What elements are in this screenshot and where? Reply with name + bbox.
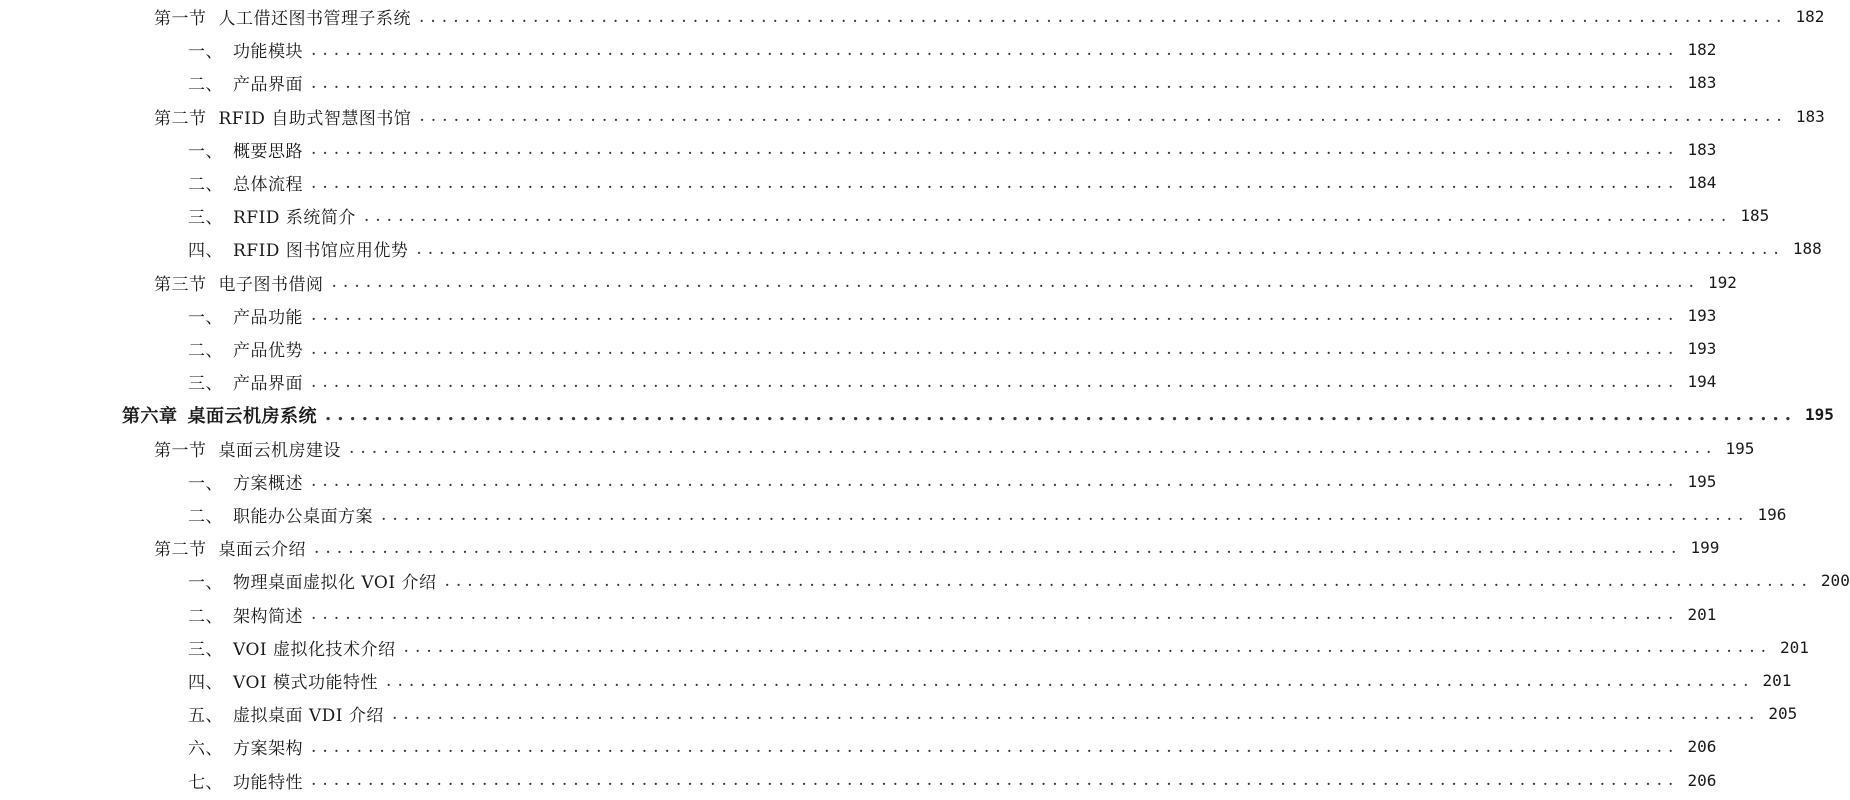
toc-label (188, 768, 303, 793)
toc-section-row[interactable] (0, 531, 1720, 564)
dot-leader: ........................................................................................................................ (363, 205, 1733, 226)
dot-leader: ........................................................................................................................ (311, 604, 1680, 625)
toc-label (154, 535, 306, 560)
toc-page-number: 195 (1725, 438, 1755, 458)
toc-number: 二、 (188, 341, 223, 361)
toc-number: 二、 (188, 175, 223, 195)
toc-page-number: 201 (1687, 604, 1717, 624)
toc-label (188, 336, 303, 361)
toc-number: 四、 (188, 241, 223, 262)
toc-title: 职能办公桌面方案 (233, 507, 373, 527)
toc-item-row[interactable] (0, 365, 1717, 398)
toc-number: 七、 (188, 772, 223, 793)
toc-section-row[interactable] (0, 0, 1825, 33)
toc-title: 桌面云机房系统 (187, 405, 317, 427)
dot-leader: ........................................................................................................................ (419, 106, 1788, 127)
toc-title: RFID 图书馆应用优势 (233, 241, 409, 262)
toc-page-number: 182 (1795, 7, 1825, 26)
dot-leader: ........................................................................................................................ (386, 670, 1755, 691)
toc-title: 电子图书借阅 (218, 274, 324, 295)
toc-item-row[interactable] (0, 33, 1717, 66)
toc-page-number: 188 (1792, 239, 1822, 259)
toc-page-number: 196 (1757, 505, 1787, 524)
toc-title: 方案概述 (233, 473, 303, 494)
toc-item-row[interactable] (0, 697, 1798, 730)
toc-label (188, 236, 408, 261)
toc-number: 二、 (188, 606, 223, 627)
toc-item-row[interactable] (0, 232, 1822, 265)
toc-item-row[interactable] (0, 199, 1770, 232)
toc-title: 物理桌面虚拟化 VOI 介绍 (233, 573, 437, 594)
dot-leader: ........................................................................................................................ (381, 504, 1750, 525)
dot-leader: ........................................................................................................................ (403, 637, 1773, 658)
toc-section-row[interactable] (0, 266, 1737, 299)
toc-number: 一、 (188, 141, 223, 162)
toc-page-number: 201 (1762, 671, 1792, 690)
dot-leader: ........................................................................................................................ (325, 404, 1797, 426)
dot-leader: ........................................................................................................................ (444, 570, 1813, 591)
dot-leader: ........................................................................................................................ (311, 39, 1680, 60)
toc-page-number: 183 (1687, 139, 1717, 159)
toc-label (188, 303, 303, 328)
toc-item-row[interactable] (0, 66, 1717, 99)
dot-leader: ........................................................................................................................ (311, 305, 1680, 326)
toc-page-number: 182 (1687, 40, 1717, 60)
dot-leader: ........................................................................................................................ (311, 139, 1680, 160)
toc-number: 一、 (188, 42, 223, 63)
toc-section-row[interactable] (0, 100, 1825, 133)
toc-label (188, 602, 303, 627)
toc-title: 方案架构 (233, 739, 303, 760)
toc-title: 人工借还图书管理子系统 (218, 9, 411, 29)
toc-title: 产品功能 (233, 307, 303, 328)
dot-leader: ........................................................................................................................ (349, 438, 1718, 459)
toc-page-number: 192 (1707, 272, 1737, 292)
toc-item-row[interactable] (0, 730, 1717, 763)
toc-title: 虚拟桌面 VDI 介绍 (233, 706, 384, 727)
toc-title: 产品优势 (233, 341, 303, 361)
toc-title: 总体流程 (233, 175, 303, 195)
toc-page-number: 206 (1687, 737, 1717, 757)
toc-label (188, 635, 396, 660)
toc-label (188, 734, 303, 759)
toc-page-number: 195 (1805, 405, 1834, 425)
toc-label (154, 104, 411, 129)
toc-number: 三、 (188, 374, 223, 395)
toc-item-row[interactable] (0, 598, 1717, 631)
toc-item-row[interactable] (0, 465, 1717, 498)
toc-item-row[interactable] (0, 498, 1787, 531)
toc-label (188, 701, 384, 726)
toc-label (154, 270, 324, 295)
dot-leader: ........................................................................................................................ (311, 72, 1680, 93)
toc-number: 二、 (188, 75, 223, 96)
toc-label (122, 402, 317, 428)
toc-number: 三、 (188, 639, 223, 660)
toc-number: 一、 (188, 473, 223, 494)
dot-leader: ........................................................................................................................ (311, 371, 1680, 392)
toc-page-number: 201 (1780, 637, 1809, 657)
dot-leader: ........................................................................................................................ (311, 471, 1680, 492)
toc-number: 五、 (188, 706, 223, 727)
dot-leader: ........................................................................................................................ (419, 6, 1788, 27)
toc-label (154, 436, 341, 461)
toc-label (188, 369, 303, 394)
toc-number: 二、 (188, 507, 223, 527)
toc-title: 产品界面 (233, 374, 303, 395)
toc-item-row[interactable] (0, 133, 1717, 166)
dot-leader: ........................................................................................................................ (391, 703, 1761, 724)
dot-leader: ........................................................................................................................ (311, 770, 1680, 791)
dot-leader: ........................................................................................................................ (331, 272, 1700, 293)
toc-label (188, 170, 303, 195)
toc-page-number: 199 (1690, 538, 1720, 558)
dot-leader: ........................................................................................................................ (314, 537, 1683, 558)
toc-page-number: 183 (1687, 73, 1717, 93)
toc-page-number: 206 (1687, 770, 1717, 790)
toc-label (188, 37, 303, 62)
toc-number: 第一节 (154, 9, 207, 29)
toc-page-number: 193 (1687, 339, 1717, 358)
toc-number: 第三节 (154, 274, 207, 295)
toc-number: 第一节 (154, 440, 207, 461)
toc-chapter-row[interactable] (0, 398, 1834, 431)
toc-item-row[interactable] (0, 332, 1717, 365)
toc-number: 三、 (188, 208, 223, 229)
toc-title: VOI 虚拟化技术介绍 (233, 639, 396, 660)
toc-title: 桌面云机房建设 (218, 440, 341, 461)
toc-label (154, 4, 411, 29)
dot-leader: ........................................................................................................................ (311, 736, 1680, 757)
toc-number: 四、 (188, 673, 223, 693)
toc-label (188, 137, 303, 162)
toc-item-row[interactable] (0, 564, 1850, 597)
toc-title: 功能模块 (233, 42, 303, 63)
toc-label (188, 203, 356, 228)
toc-title: 功能特性 (233, 772, 303, 793)
toc-item-row[interactable] (0, 664, 1792, 697)
toc-item-row[interactable] (0, 764, 1717, 797)
toc-title: 架构简述 (233, 606, 303, 627)
toc-page-number: 183 (1795, 106, 1825, 126)
toc-page-number: 193 (1687, 305, 1717, 325)
toc-number: 第六章 (122, 405, 178, 427)
toc-page-number: 194 (1687, 372, 1717, 392)
toc-page-number: 184 (1687, 173, 1717, 192)
toc-title: 产品界面 (233, 75, 303, 96)
toc-title: RFID 自助式智慧图书馆 (218, 108, 412, 129)
toc-number: 一、 (188, 573, 223, 594)
toc-section-row[interactable] (0, 432, 1755, 465)
toc-number: 一、 (188, 307, 223, 328)
toc-title: RFID 系统简介 (233, 208, 356, 229)
toc-page-number: 200 (1820, 571, 1850, 591)
toc-page-number: 205 (1768, 704, 1798, 724)
toc-title: VOI 模式功能特性 (233, 673, 379, 693)
toc-label (188, 568, 436, 593)
dot-leader: ........................................................................................................................ (311, 172, 1680, 193)
toc-item-row[interactable] (0, 299, 1717, 332)
dot-leader: ........................................................................................................................ (416, 238, 1785, 259)
toc-item-row[interactable] (0, 166, 1717, 199)
toc-label (188, 502, 373, 527)
toc-number: 六、 (188, 739, 223, 760)
toc-number: 第二节 (154, 108, 207, 129)
toc-label (188, 668, 378, 693)
toc-item-row[interactable] (0, 631, 1809, 664)
toc-number: 第二节 (154, 540, 207, 561)
toc-label (188, 469, 303, 494)
toc-title: 概要思路 (233, 141, 303, 162)
toc-title: 桌面云介绍 (218, 540, 306, 561)
toc-page-number: 195 (1687, 471, 1717, 491)
toc-label (188, 70, 303, 95)
toc-page-number: 185 (1740, 206, 1770, 226)
dot-leader: ........................................................................................................................ (311, 338, 1680, 359)
